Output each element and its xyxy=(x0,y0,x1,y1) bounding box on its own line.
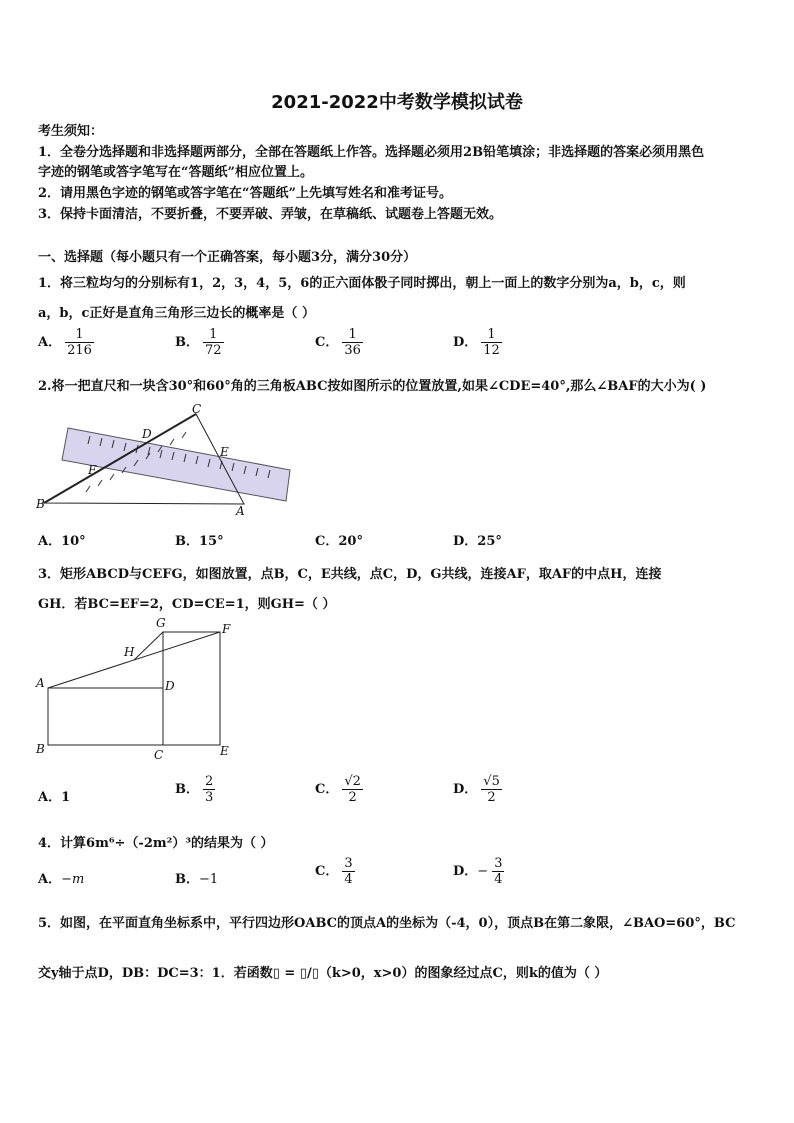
question-3-line-1: 3．矩形ABCD与CEFG，如图放置，点B，C，E共线，点C，D，G共线，连接AF，取AF的中点H，连接 xyxy=(38,567,662,582)
question-5-line-1: 5．如图，在平面直角坐标系中，平行四边形OABC的顶点A的坐标为（-4，0），顶点B在第二象限，∠BAO=60°，BC xyxy=(38,916,736,931)
q4-option-a[interactable]: A．−m xyxy=(38,872,85,887)
question-5-line-2: 交y轴于点D，DB：DC=3：1．若函数▯ = ▯/▯（k>0，x>0）的图象经过点C，则k的值为（ ） xyxy=(38,966,608,981)
label-d: D xyxy=(142,427,152,441)
rectangles-figure xyxy=(34,612,244,762)
notice-line-1a: 1．全卷分选择题和非选择题两部分，全部在答题纸上作答。选择题必须用2B铅笔填涂；非选择题的答案必须用黑色 xyxy=(38,145,705,160)
label-f: F xyxy=(222,622,231,636)
q3-option-c[interactable]: C． $\frac{√2}{2}$ xyxy=(315,774,361,805)
label-h: H xyxy=(124,645,135,659)
label-c: C xyxy=(192,402,202,416)
q2-option-a[interactable]: A．10° xyxy=(38,534,86,549)
section-heading: 一、选择题（每小题只有一个正确答案，每小题3分，满分30分） xyxy=(38,250,417,265)
notice-line-3: 3．保持卡面清洁，不要折叠，不要弄破、弄皱，在草稿纸、试题卷上答题无效。 xyxy=(38,207,503,222)
label-g: G xyxy=(156,616,166,630)
fraction: $\frac{√2}{2}$ xyxy=(344,774,361,805)
q4-option-d[interactable]: D．− $\frac{3}{4}$ xyxy=(453,856,503,887)
label-a: A xyxy=(36,676,45,690)
ruler-triangle-figure xyxy=(36,400,296,518)
fraction: $\frac{√5}{2}$ xyxy=(483,774,500,805)
q2-option-d[interactable]: D．25° xyxy=(453,534,502,549)
notice-heading: 考生须知： xyxy=(38,124,104,139)
label-e: E xyxy=(220,744,229,758)
label-b: B xyxy=(36,497,45,511)
notice-line-1b: 字迹的钢笔或答字笔写在“答题纸”相应位置上。 xyxy=(38,165,313,180)
q1-option-d[interactable]: D． $\frac{1}{12}$ xyxy=(453,327,500,358)
q1-option-b[interactable]: B． $\frac{1}{72}$ xyxy=(175,327,222,358)
fraction: $\frac{1}{72}$ xyxy=(205,327,222,358)
fraction: $\frac{3}{4}$ xyxy=(344,856,353,887)
question-4-line-1: 4．计算6m⁶÷（-2m²）³的结果为（ ） xyxy=(38,836,274,851)
question-1-line-2: a，b，c正好是直角三角形三边长的概率是（ ） xyxy=(38,306,315,321)
q1-option-c[interactable]: C． $\frac{1}{36}$ xyxy=(315,327,361,358)
q4-option-c[interactable]: C． $\frac{3}{4}$ xyxy=(315,856,353,887)
fraction: $\frac{1}{12}$ xyxy=(483,327,500,358)
fraction: $\frac{1}{36}$ xyxy=(344,327,361,358)
question-3-line-2: GH．若BC=EF=2，CD=CE=1，则GH=（ ） xyxy=(38,597,336,612)
q3-option-d[interactable]: D． $\frac{√5}{2}$ xyxy=(453,774,500,805)
q3-option-b[interactable]: B． $\frac{2}{3}$ xyxy=(175,774,214,805)
label-a: A xyxy=(236,504,245,518)
rectangle-abcd xyxy=(48,688,163,745)
notice-line-2: 2．请用黑色字迹的钢笔或答字笔在“答题纸”上先填写姓名和准考证号。 xyxy=(38,186,453,201)
fraction: $\frac{1}{216}$ xyxy=(67,327,92,358)
label-f: F xyxy=(88,463,97,477)
label-c: C xyxy=(154,748,164,762)
fraction: $\frac{3}{4}$ xyxy=(494,856,503,887)
fraction: $\frac{2}{3}$ xyxy=(205,774,214,805)
label-d: D xyxy=(165,679,175,693)
q2-option-c[interactable]: C．20° xyxy=(315,534,363,549)
label-b: B xyxy=(36,742,45,756)
question-1-line-1: 1．将三粒均匀的分别标有1，2，3，4，5，6的正六面体骰子同时掷出，朝上一面上的数字分别为a，b，c，则 xyxy=(38,276,686,291)
q2-option-b[interactable]: B．15° xyxy=(175,534,224,549)
q4-option-b[interactable]: B．−1 xyxy=(175,872,219,887)
q1-option-a[interactable]: A． $\frac{1}{216}$ xyxy=(38,327,92,358)
page-title: 2021-2022中考数学模拟试卷 xyxy=(271,92,523,113)
q3-option-a[interactable]: A．1 xyxy=(38,790,71,805)
label-e: E xyxy=(220,445,229,459)
question-2-line-1: 2.将一把直尺和一块含30°和60°角的三角板ABC按如图所示的位置放置,如果∠CDE=40°,那么∠BAF的大小为( ) xyxy=(38,379,707,394)
